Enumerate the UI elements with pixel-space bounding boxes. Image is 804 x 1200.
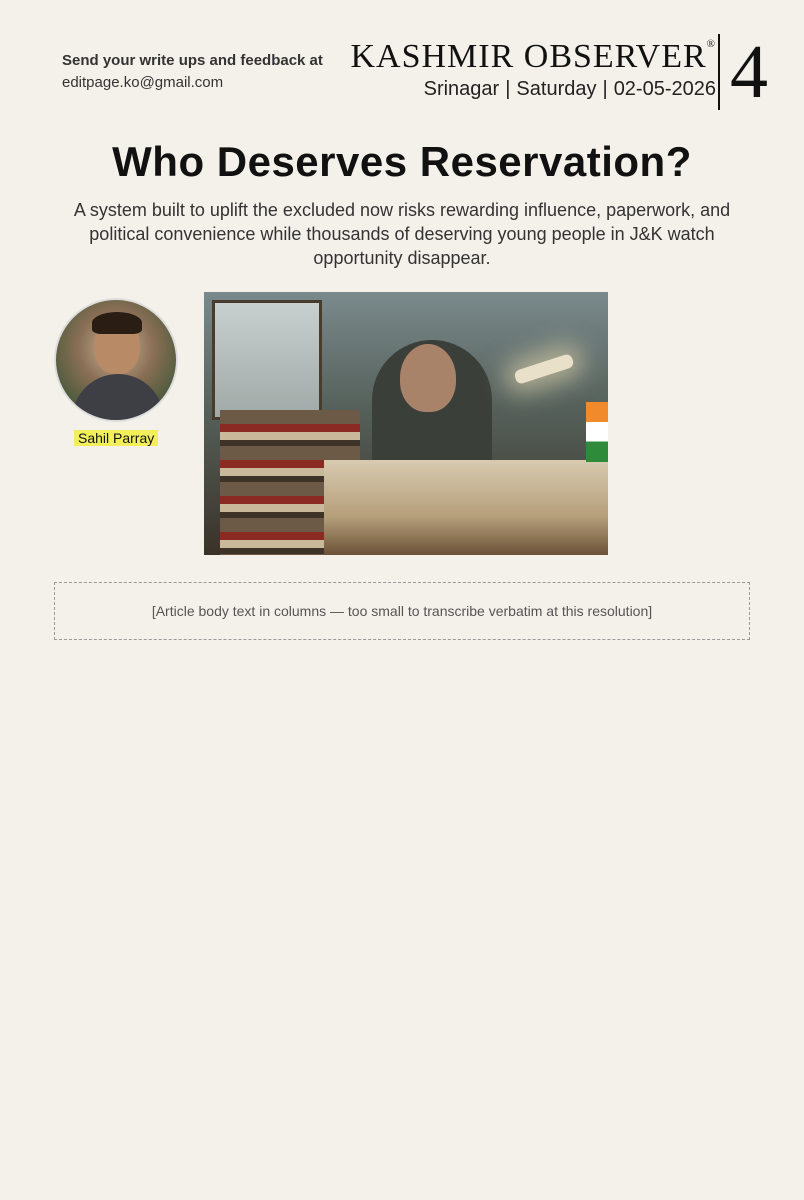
author-photo-body — [72, 374, 164, 422]
registered-mark: ® — [706, 38, 716, 50]
photo-lamp — [513, 353, 574, 385]
paper-name-text: KASHMIR OBSERVER — [350, 38, 707, 75]
photo-flag — [586, 402, 608, 462]
author-photo — [54, 298, 178, 422]
paper-name — [350, 38, 716, 76]
dateline-city: Srinagar — [423, 78, 500, 100]
dateline — [350, 78, 716, 101]
feedback-line: Send your write ups and feedback at — [62, 52, 323, 69]
dateline-day: Saturday — [516, 78, 597, 100]
dateline-separator: | — [505, 78, 511, 100]
page-number: 4 — [718, 34, 768, 110]
author-photo-hair — [92, 312, 142, 334]
article-photo — [204, 292, 608, 555]
article-headline: Who Deserves Reservation? — [112, 138, 692, 185]
body-text-placeholder: [Article body text in columns — too small to transcribe verbatim at this resolution] — [54, 582, 750, 640]
photo-window — [212, 300, 322, 420]
article-standfirst: A system built to uplift the excluded now risks rewarding influence, paperwork, and political convenience while thousands of deserving young people in J&K watch opportunity disappear. — [73, 200, 731, 268]
feedback-email: editpage.ko@gmail.com — [62, 74, 224, 91]
page-header — [28, 0, 776, 118]
dateline-date: 02-05-2026 — [613, 78, 716, 100]
author-name: Sahil Parray — [74, 430, 158, 446]
dateline-separator: | — [602, 78, 608, 100]
photo-student-face — [400, 344, 456, 412]
article-body-area — [28, 292, 776, 1172]
photo-desk — [324, 460, 608, 555]
masthead — [350, 38, 716, 101]
